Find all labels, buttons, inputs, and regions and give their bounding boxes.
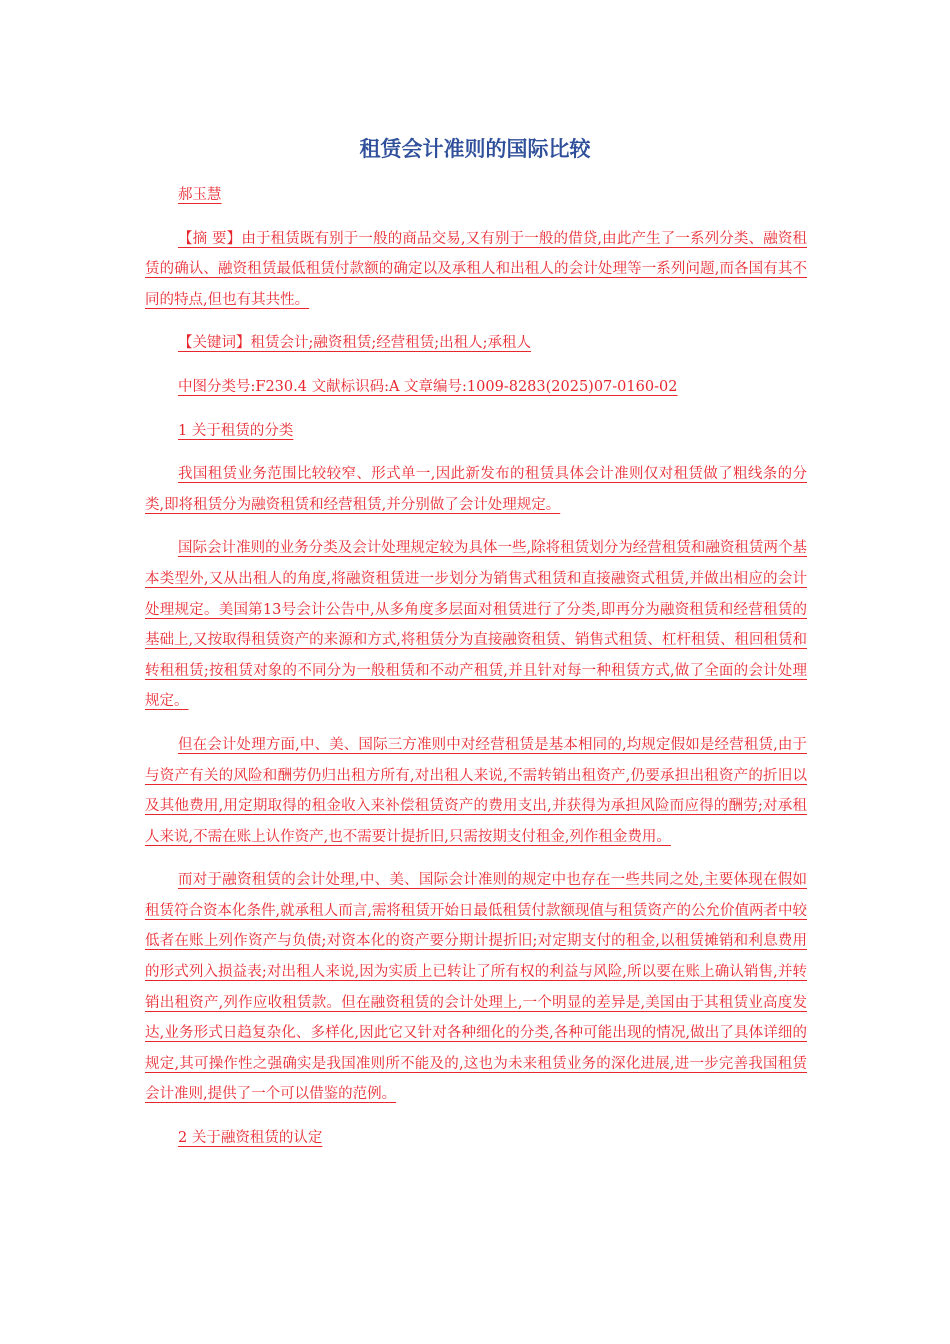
classification-line [145,372,807,403]
section-1-paragraph-4 [145,865,807,1110]
keywords-paragraph [145,328,807,359]
section-1-paragraph-3-text: 但在会计处理方面,中、美、国际三方准则中对经营租赁是基本相同的,均规定假如是经营租赁,由于与资产有关的风险和酬劳仍归出租方所有,对出租人来说,不需转销出租资产,仍要承担出租资产的折旧以及其他费用,用定期取得的租金收入来补偿租赁资产的费用支出,并获得为承担风险而应得的酬劳;对承租人来说,不需在账上认作资产,也不需要计提折旧,只需按期支付租金,列作租金费用。 [145,736,807,845]
abstract-paragraph [145,224,807,316]
section-1-paragraph-1-text: 我国租赁业务范围比较较窄、形式单一,因此新发布的租赁具体会计准则仅对租赁做了粗线条的分类,即将租赁分为融资租赁和经营租赁,并分别做了会计处理规定。 [145,466,807,513]
keywords-text: 租赁会计;融资租赁;经营租赁;出租人;承租人 [250,335,532,352]
section-1-heading [145,416,807,447]
section-1-paragraph-3 [145,730,807,852]
keywords-label: 【关键词】 [178,335,251,352]
abstract-label: 【摘 要】 [178,230,242,247]
section-2-heading [145,1123,807,1154]
author-name: 郝玉慧 [178,187,222,203]
author-line [145,180,807,211]
section-2-heading-text: 2 关于融资租赁的认定 [178,1130,323,1147]
section-1-paragraph-1 [145,459,807,520]
classification-text: 中图分类号:F230.4 文献标识码:A 文章编号:1009-8283(2025)07-0160-02 [178,378,678,395]
section-1-paragraph-4-text: 而对于融资租赁的会计处理,中、美、国际会计准则的规定中也存在一些共同之处,主要体现在假如租赁符合资本化条件,就承租人而言,需将租赁开始日最低租赁付款额现值与租赁资产的公允价值两者中较低者在账上列作资产与负债;对资本化的资产要分期计提折旧;对定期支付的租金,以租赁摊销和利息费用的形式列入损益表;对出租人来说,因为实质上已转让了所有权的利益与风险,所以要在账上确认销售,并转销出租资产,列作应收租赁款。但在融资租赁的会计处理上,一个明显的差异是,美国由于其租赁业高度发达,业务形式日趋复杂化、多样化,因此它又针对各种细化的分类,各种可能出现的情况,做出了具体详细的规定,其可操作性之强确实是我国准则所不能及的,这也为未来租赁业务的深化进展,进一步完善我国租赁会计准则,提供了一个可以借鉴的范例。 [145,872,807,1103]
article-title: 租赁会计准则的国际比较 [359,137,591,161]
article-body [145,180,807,1167]
abstract-text: 由于租赁既有别于一般的商品交易,又有别于一般的借贷,由此产生了一系列分类、融资租赁的确认、融资租赁最低租赁付款额的确定以及承租人和出租人的会计处理等一系列问题,而各国有其不同的特点,但也有其共性。 [145,230,807,308]
section-1-paragraph-2 [145,533,807,717]
section-1-heading-text: 1 关于租赁的分类 [178,422,294,439]
section-1-paragraph-2-text: 国际会计准则的业务分类及会计处理规定较为具体一些,除将租赁划分为经营租赁和融资租赁两个基本类型外,又从出租人的角度,将融资租赁进一步划分为销售式租赁和直接融资式租赁,并做出相应的会计处理规定。美国第13号会计公告中,从多角度多层面对租赁进行了分类,即再分为融资租赁和经营租赁的基础上,又按取得租赁资产的来源和方式,将租赁分为直接融资租赁、销售式租赁、杠杆租赁、租回租赁和转租租赁;按租赁对象的不同分为一般租赁和不动产租赁,并且针对每一种租赁方式,做了全面的会计处理规定。 [145,540,807,710]
